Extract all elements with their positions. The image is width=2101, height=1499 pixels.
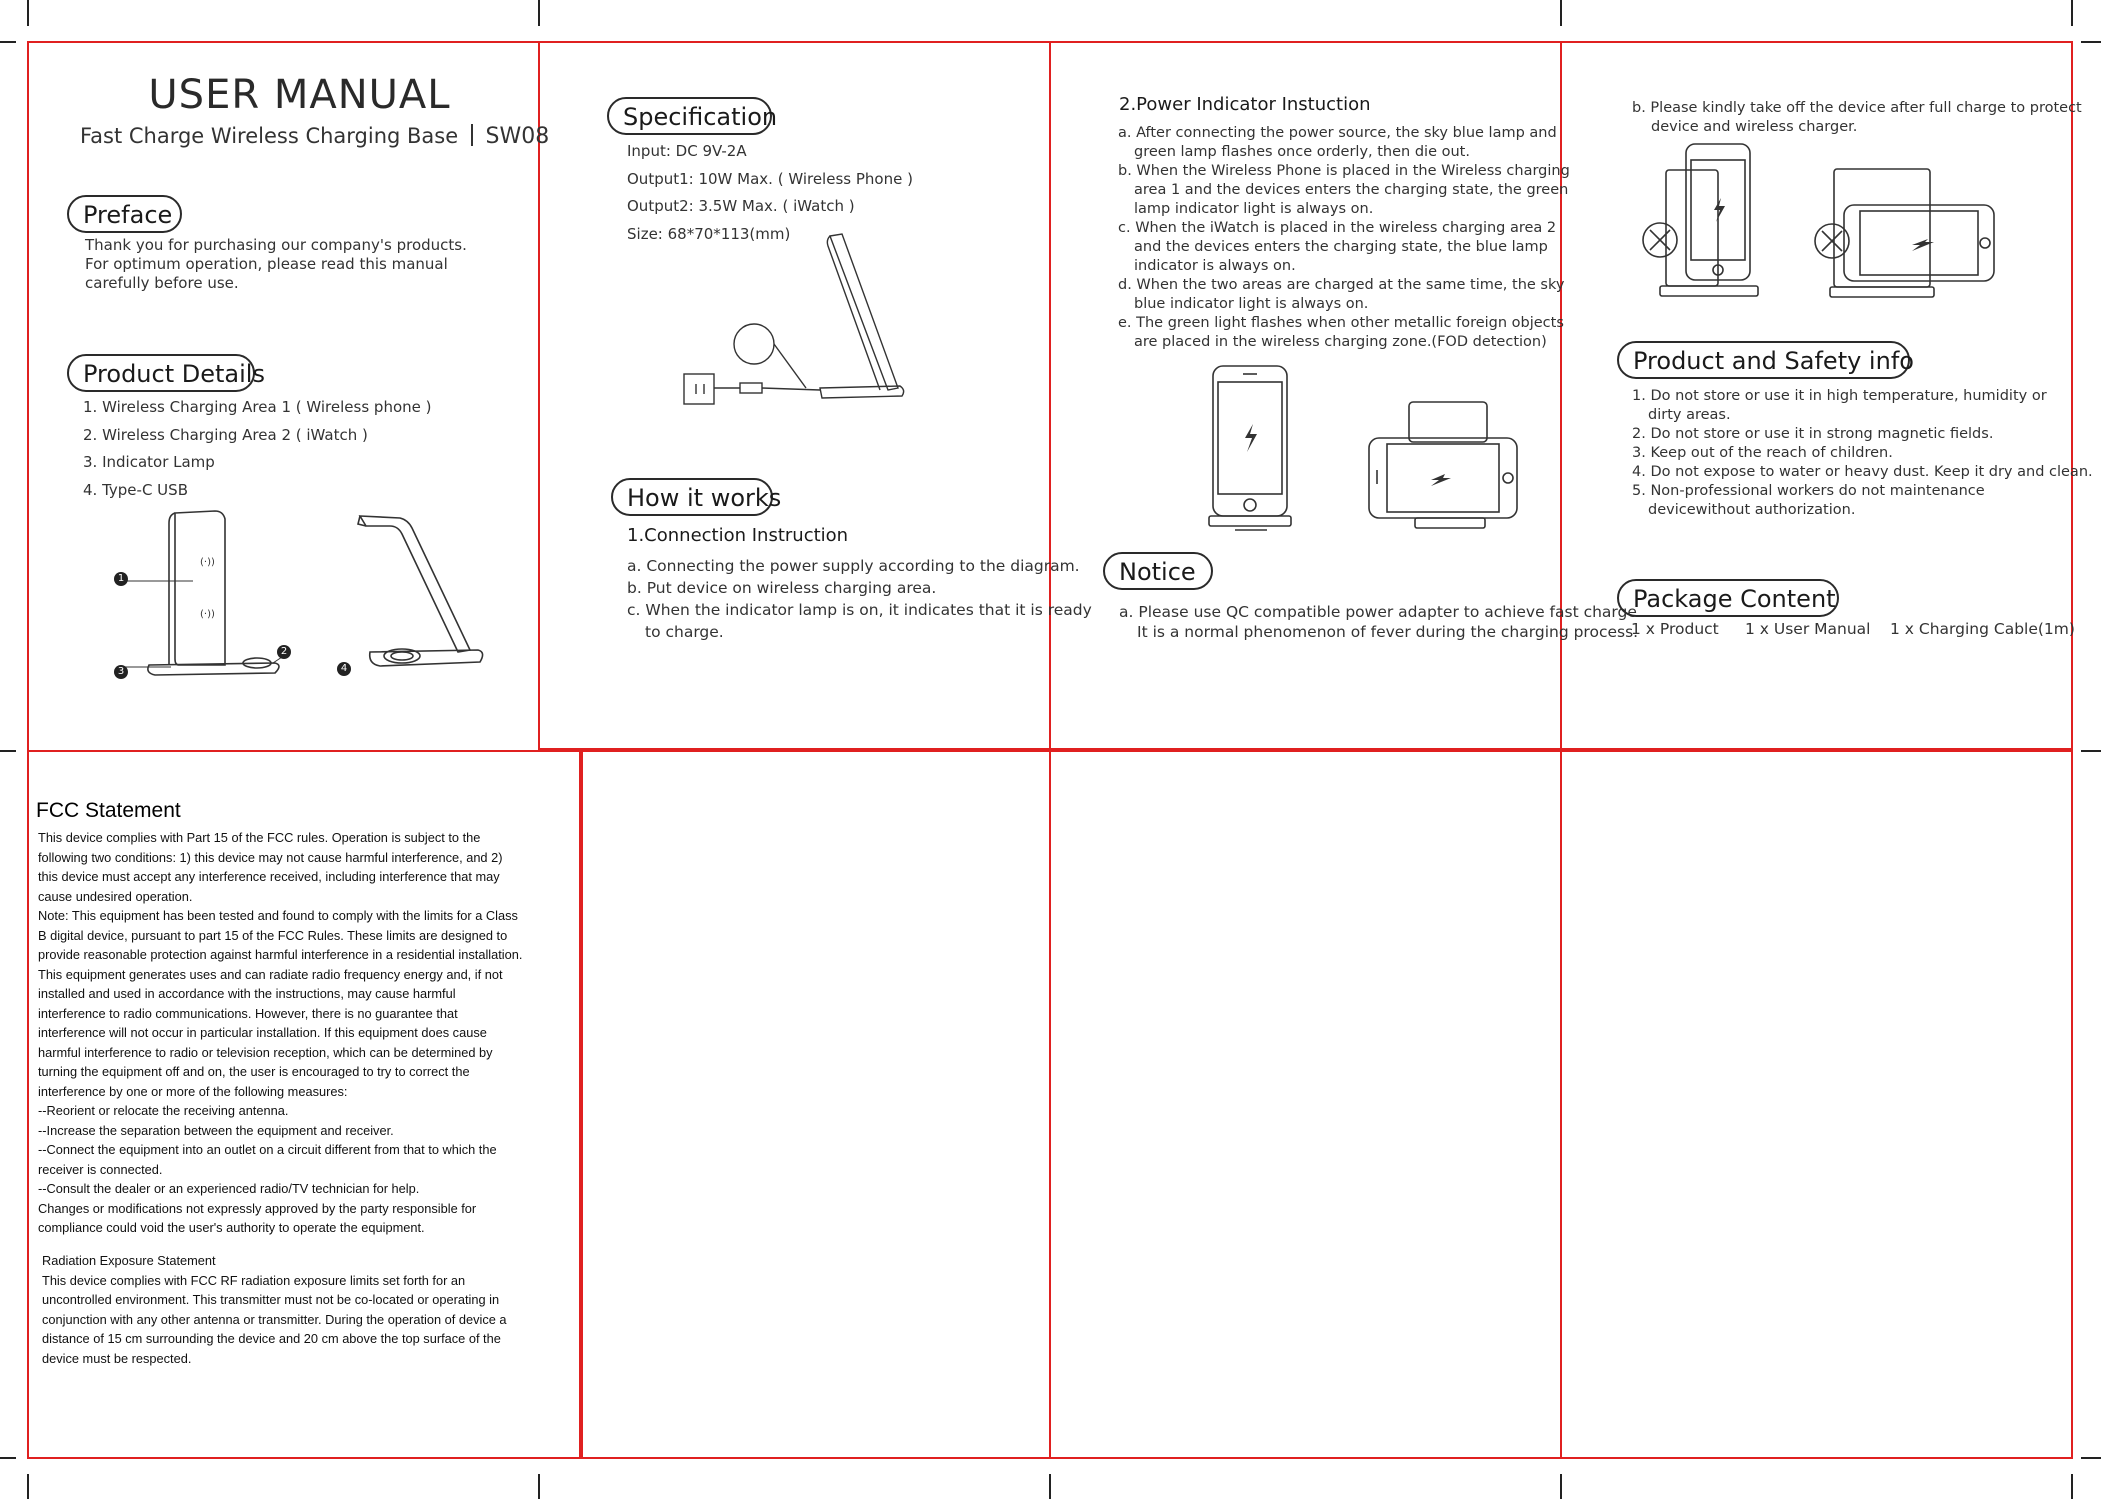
fcc-line: This device complies with Part 15 of the FCC rules. Operation is subject to the (38, 830, 481, 845)
radiation-line: Radiation Exposure Statement (42, 1253, 216, 1268)
preface-line: Thank you for purchasing our company's products. (85, 236, 467, 254)
safety-line: 2. Do not store or use it in strong magnetic fields. (1632, 426, 1994, 442)
remove-line: device and wireless charger. (1651, 119, 1858, 135)
crop-mark (2071, 0, 2073, 26)
notice-line: a. Please use QC compatible power adapter to achieve fast charge. (1119, 603, 1642, 621)
svg-text:(·)): (·)) (200, 609, 215, 620)
safety-line: dirty areas. (1648, 407, 1731, 423)
crop-mark (27, 1474, 29, 1499)
crop-mark (538, 0, 540, 26)
crop-mark (1560, 0, 1562, 26)
connection-step: a. Connecting the power supply according to the diagram. (627, 557, 1080, 575)
fcc-line: installed and used in accordance with the instructions, may cause harmful (38, 986, 456, 1001)
remove-device-lines (1632, 99, 2082, 137)
fcc-heading: FCC Statement (36, 799, 181, 822)
panel-blank-4 (1560, 750, 2073, 1459)
fcc-line: --Connect the equipment into an outlet on a circuit different from that to which the (38, 1142, 497, 1157)
power-line: green lamp flashes once orderly, then die out. (1134, 144, 1470, 160)
safety-line: 4. Do not expose to water or heavy dust. Keep it dry and clean. (1632, 464, 2093, 480)
fcc-line: Note: This equipment has been tested and found to comply with the limits for a Class (38, 908, 518, 923)
crop-mark (0, 1457, 16, 1459)
crop-mark (2071, 1474, 2073, 1499)
connection-instruction-heading: 1.Connection Instruction (627, 525, 849, 546)
callout-2: 2 (277, 645, 291, 659)
fcc-line: interference will not occur in particular installation. If this equipment does cause (38, 1025, 487, 1040)
safety-line: 3. Keep out of the reach of children. (1632, 445, 1893, 461)
power-line: are placed in the wireless charging zone.(FOD detection) (1134, 334, 1547, 350)
crop-mark (0, 41, 16, 43)
power-line: d. When the two areas are charged at the same time, the sky (1118, 277, 1565, 293)
safety-lines (1632, 387, 2093, 520)
phone-portrait-charging-illustration (1205, 362, 1295, 536)
fcc-line: interference by one or more of the following measures: (38, 1083, 348, 1099)
fcc-line: this device must accept any interference received, including interference that may (38, 869, 500, 884)
radiation-exposure-statement (42, 1251, 507, 1368)
fcc-line: turning the equipment off and on, the user is encouraged to try to correct the (38, 1064, 470, 1079)
charger-front-illustration (105, 505, 305, 685)
power-line: a. After connecting the power source, the sky blue lamp and (1118, 125, 1557, 141)
radiation-line: conjunction with any other antenna or transmitter. During the operation of device a (42, 1311, 507, 1327)
power-line: indicator is always on. (1134, 258, 1296, 274)
radiation-line: uncontrolled environment. This transmitter must not be co-located or operating in (42, 1292, 500, 1307)
power-indicator-heading: 2.Power Indicator Instuction (1119, 94, 1371, 115)
callout-1: 1 (114, 572, 128, 586)
spec-item: Output1: 10W Max. ( Wireless Phone ) (627, 169, 913, 188)
package-content-heading: Package Content (1617, 579, 1839, 617)
detail-item: 4. Type-C USB (83, 480, 188, 499)
fcc-line: B digital device, pursuant to part 15 of the FCC Rules. These limits are designed to (38, 927, 508, 943)
crop-mark (27, 0, 29, 26)
power-line: lamp indicator light is always on. (1134, 201, 1374, 217)
phone-landscape-charging-illustration (1365, 398, 1525, 534)
crop-mark (2081, 1457, 2101, 1459)
preface-line: For optimum operation, please read this manual (85, 255, 448, 273)
crop-mark (1049, 1474, 1051, 1499)
product-details-list (83, 394, 431, 504)
safety-line: 1. Do not store or use it in high temperature, humidity or (1632, 388, 2047, 404)
crop-mark (1560, 1474, 1562, 1499)
fcc-line: --Increase the separation between the equipment and receiver. (38, 1122, 394, 1138)
connection-step: c. When the indicator lamp is on, it indicates that it is ready (627, 601, 1092, 619)
detail-item: 2. Wireless Charging Area 2 ( iWatch ) (83, 425, 368, 444)
fcc-line: This equipment generates uses and can radiate radio frequency energy and, if not (38, 966, 503, 982)
connection-diagram-illustration (680, 228, 910, 408)
spec-item: Input: DC 9V-2A (627, 142, 747, 160)
crop-mark (2081, 41, 2101, 43)
notice-line: It is a normal phenomenon of fever during the charging process. (1137, 623, 1639, 641)
panel-blank-2 (581, 750, 1051, 1459)
power-line: c. When the iWatch is placed in the wireless charging area 2 (1118, 220, 1557, 236)
radiation-line: distance of 15 cm surrounding the device and 20 cm above the top surface of the (42, 1331, 501, 1346)
package-item: 1 x User Manual (1745, 620, 1871, 638)
safety-line: 5. Non-professional workers do not maintenance (1632, 483, 1985, 499)
radiation-line: This device complies with FCC RF radiation exposure limits set forth for an (42, 1272, 466, 1288)
preface-heading: Preface (67, 195, 182, 233)
spec-item: Size: 68*70*113(mm) (627, 224, 791, 243)
fcc-line: interference to radio communications. However, there is no guarantee that (38, 1005, 458, 1021)
subtitle-separator (471, 124, 473, 146)
callout-3: 3 (114, 665, 128, 679)
notice-heading: Notice (1103, 552, 1213, 590)
connection-step: to charge. (645, 623, 724, 641)
product-details-heading: Product Details (67, 354, 255, 392)
connection-step: b. Put device on wireless charging area. (627, 579, 937, 597)
preface-line: carefully before use. (85, 274, 239, 292)
charger-back-illustration (340, 510, 490, 680)
power-indicator-lines (1118, 124, 1570, 352)
product-safety-heading: Product and Safety info (1617, 341, 1910, 379)
power-line: and the devices enters the charging state, the blue lamp (1134, 239, 1548, 255)
specification-heading: Specification (607, 97, 772, 135)
radiation-line: device must be respected. (42, 1350, 192, 1366)
remove-phone-landscape-illustration (1810, 165, 2000, 300)
subtitle-text: Fast Charge Wireless Charging Base (80, 124, 459, 148)
detail-item: 1. Wireless Charging Area 1 ( Wireless phone ) (83, 398, 432, 416)
svg-text:(·)): (·)) (200, 557, 215, 568)
fcc-body (38, 828, 522, 1238)
crop-mark (2081, 750, 2101, 752)
fcc-line: receiver is connected. (38, 1161, 163, 1177)
detail-item: 3. Indicator Lamp (83, 453, 215, 471)
safety-line: devicewithout authorization. (1648, 502, 1856, 518)
crop-mark (538, 1474, 540, 1499)
model-number: SW08 (485, 124, 550, 149)
fcc-line: cause undesired operation. (38, 888, 193, 904)
power-line: b. When the Wireless Phone is placed in the Wireless charging (1118, 163, 1570, 179)
manual-title: USER MANUAL (148, 72, 451, 118)
fcc-line: following two conditions: 1) this device may not cause harmful interference, and 2) (38, 849, 503, 865)
package-item: 1 x Product (1631, 620, 1719, 638)
panel-blank-3 (1049, 750, 1562, 1459)
power-line: area 1 and the devices enters the charging state, the green (1134, 182, 1569, 198)
power-line: e. The green light flashes when other metallic foreign objects (1118, 315, 1564, 331)
power-line: blue indicator light is always on. (1134, 296, 1369, 312)
crop-mark (0, 750, 16, 752)
notice-lines (1119, 602, 1642, 642)
fcc-line: provide reasonable protection against harmful interference in a residential installation. (38, 947, 523, 962)
package-item: 1 x Charging Cable(1m) (1890, 620, 2075, 638)
preface-text (85, 236, 467, 293)
spec-item: Output2: 3.5W Max. ( iWatch ) (627, 197, 855, 215)
remove-line: b. Please kindly take off the device after full charge to protect (1632, 100, 2082, 116)
fcc-line: --Reorient or relocate the receiving antenna. (38, 1103, 289, 1118)
fcc-line: compliance could void the user's authority to operate the equipment. (38, 1220, 425, 1235)
connection-steps (627, 555, 1092, 643)
manual-subtitle (80, 124, 549, 149)
fcc-line: --Consult the dealer or an experienced radio/TV technician for help. (38, 1181, 420, 1196)
remove-phone-portrait-illustration (1638, 140, 1763, 300)
fcc-line: harmful interference to radio or television reception, which can be determined by (38, 1044, 493, 1060)
callout-4: 4 (337, 662, 351, 676)
fcc-line: Changes or modifications not expressly approved by the party responsible for (38, 1200, 477, 1216)
how-it-works-heading: How it works (611, 478, 773, 516)
